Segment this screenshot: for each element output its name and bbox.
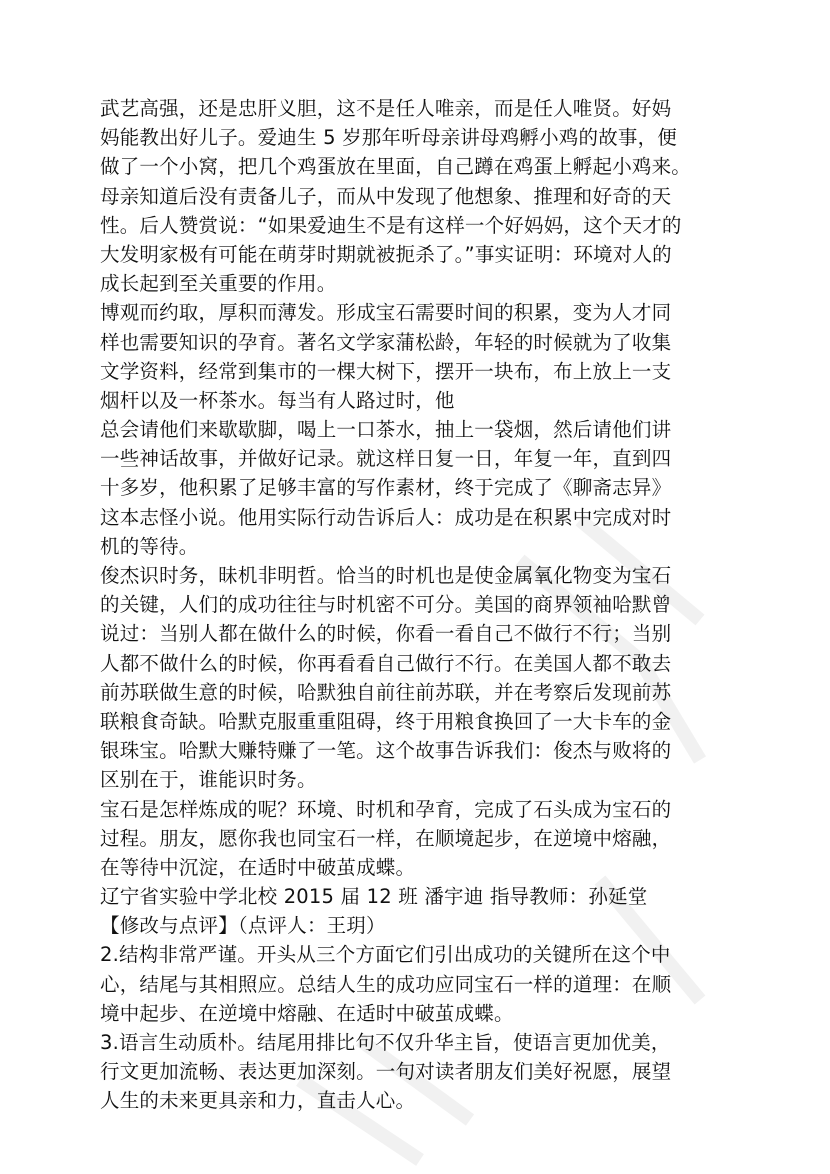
text-line: 联粮食奇缺。哈默克服重重阻碍，终于用粮食换回了一大卡车的金 xyxy=(100,709,672,733)
text-line: 妈能教出好儿子。爱迪生 5 岁那年听母亲讲母鸡孵小鸡的故事，便 xyxy=(100,126,678,150)
text-line: 2.结构非常严谨。开头从三个方面它们引出成功的关键所在这个中 xyxy=(100,943,671,967)
text-line: 十多岁，他积累了足够丰富的写作素材，终于完成了《聊斋志异》 xyxy=(100,476,672,500)
text-line: 做了一个小窝，把几个鸡蛋放在里面，自己蹲在鸡蛋上孵起小鸡来。 xyxy=(100,155,692,179)
text-line: 博观而约取，厚积而薄发。形成宝石需要时间的积累，变为人才同 xyxy=(100,301,672,325)
text-line: 境中起步、在逆境中熔融、在适时中破茧成蝶。 xyxy=(100,1001,514,1025)
text-line: 说过：当别人都在做什么的时候，你看一看自己不做行不行；当别 xyxy=(100,622,672,646)
text-line: 过程。朋友，愿你我也同宝石一样，在顺境起步，在逆境中熔融， xyxy=(100,826,672,850)
text-line: 辽宁省实验中学北校 2015 届 12 班 潘宇迪 指导教师：孙延堂 xyxy=(100,885,648,909)
text-line: 区别在于，谁能识时务。 xyxy=(100,768,317,792)
text-line: 【修改与点评】（点评人：王玥） xyxy=(100,914,386,938)
text-line: 前苏联做生意的时候，哈默独自前往前苏联，并在考察后发现前苏 xyxy=(100,680,672,704)
text-line: 银珠宝。哈默大赚特赚了一笔。这个故事告诉我们：俊杰与败将的 xyxy=(100,739,672,763)
text-line: 这本志怪小说。他用实际行动告诉后人：成功是在积累中完成对时 xyxy=(100,505,672,529)
text-line: 性。后人赞赏说：“如果爱迪生不是有这样一个好妈妈，这个天才的 xyxy=(100,213,682,237)
text-line: 烟杆以及一杯茶水。每当有人路过时，他 xyxy=(100,388,455,412)
text-line: 3.语言生动质朴。结尾用排比句不仅升华主旨，使语言更加优美， xyxy=(100,1031,671,1054)
text-line: 成长起到至关重要的作用。 xyxy=(100,272,337,296)
text-line: 样也需要知识的孕育。著名文学家蒲松龄，年轻的时候就为了收集 xyxy=(100,330,672,354)
text-line: 心，结尾与其相照应。总结人生的成功应同宝石一样的道理：在顺 xyxy=(100,972,672,996)
text-line: 大发明家极有可能在萌芽时期就被扼杀了。”事实证明：环境对人的 xyxy=(100,242,672,266)
text-line: 文学资料，经常到集市的一棵大树下，摆开一块布，布上放上一支 xyxy=(100,359,672,383)
text-line: 宝石是怎样炼成的呢？环境、时机和孕育，完成了石头成为宝石的 xyxy=(100,797,672,821)
text-line: 人都不做什么的时候，你再看看自己做行不行。在美国人都不敢去 xyxy=(100,651,672,675)
text-line: 的关键，人们的成功往往与时机密不可分。美国的商界领袖哈默曾 xyxy=(100,593,672,617)
text-line: 人生的未来更具亲和力，直击人心。 xyxy=(100,1089,416,1113)
text-line: 总会请他们来歇歇脚，喝上一口茶水，抽上一袋烟，然后请他们讲 xyxy=(100,418,672,442)
text-line: 母亲知道后没有责备儿子，而从中发现了他想象、推理和好奇的天 xyxy=(100,184,672,208)
text-line: 在等待中沉淀，在适时中破茧成蝶。 xyxy=(100,855,416,879)
text-line: 机的等待。 xyxy=(100,534,199,558)
text-line: 武艺高强，还是忠肝义胆，这不是任人唯亲，而是任人唯贤。好妈 xyxy=(100,97,672,120)
text-line: 一些神话故事，并做好记录。就这样日复一日，年复一年，直到四 xyxy=(100,447,672,471)
article-body xyxy=(100,94,790,1116)
text-line: 俊杰识时务，昧机非明哲。恰当的时机也是使金属氧化物变为宝石 xyxy=(100,564,672,587)
text-line: 行文更加流畅、表达更加深刻。一句对读者朋友们美好祝愿，展望 xyxy=(100,1060,672,1084)
